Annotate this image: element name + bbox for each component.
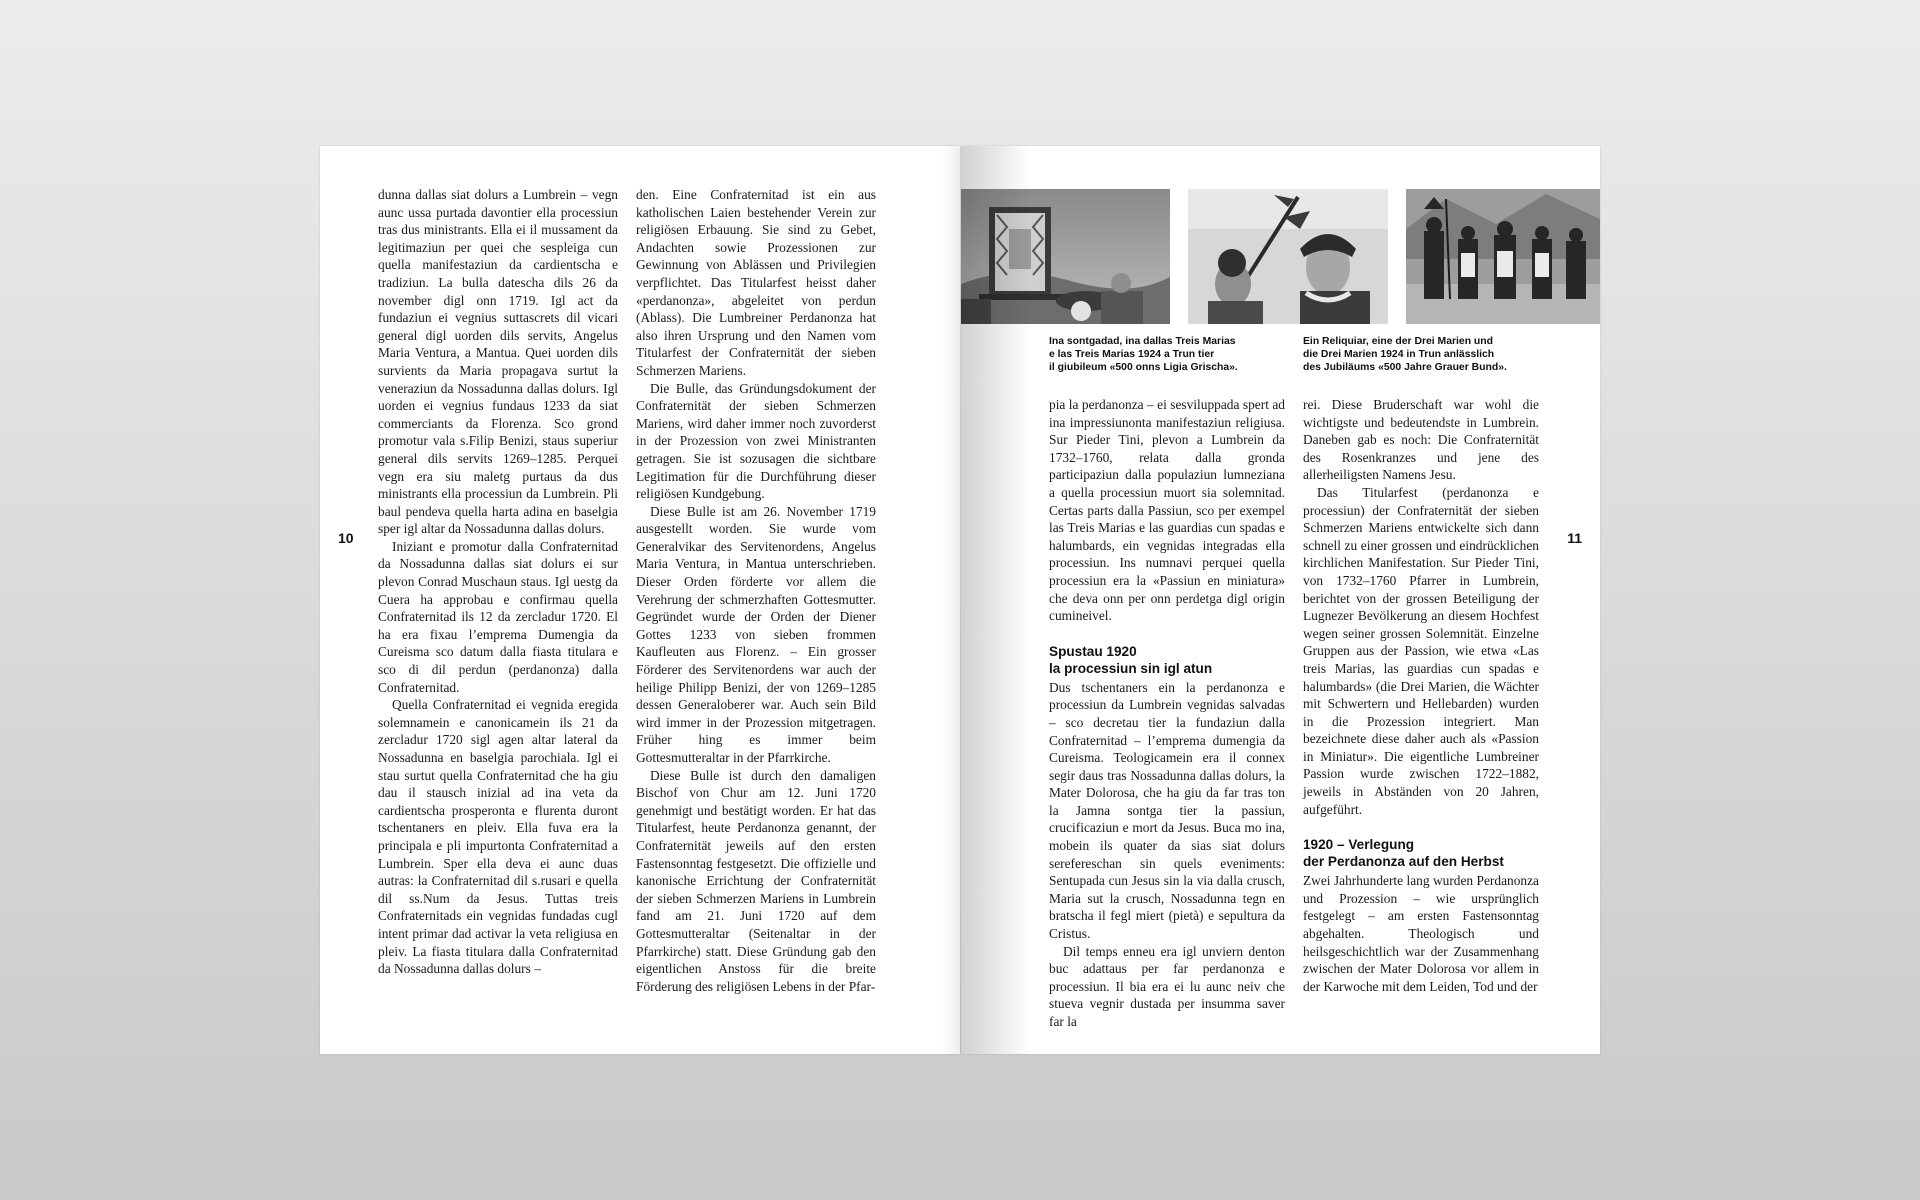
heading-line: der Perdanonza auf den Herbst bbox=[1303, 854, 1504, 870]
section-heading bbox=[1303, 836, 1539, 870]
paragraph: den. Eine Confraternitad ist ein aus katholischen Laien bestehender Verein zur religiösen Erbauung. Sie sind zu Gebet, Andachten sowie Prozessionen zur Gewinnung von Ablässen und Privilegien verpflichtet. Das Titularfest heisst daher «perdanonza», abgeleitet von perdun (Ablass). Die Lumbreiner Perdanonza hat also ihren Ursprung und den Namen vom Titularfest der Confraternität der sieben Schmerzen Mariens. bbox=[636, 187, 876, 378]
paragraph: Iniziant e promotur dalla Confraternitad da Nossadunna dallas siat dolurs ei sur plevon Conrad Muschaun staus. Igl uestg da Cuera ha approbau e confirmau quella Confraternitad ils 12 da zercladur 1720. El ha era fixau l’emprema Dumengia da Cureisma sco datum dalla fiasta titulara e sco di dil perdun (perdanonza) dalla Confraternitad. bbox=[378, 538, 618, 695]
page-number-left: 10 bbox=[338, 530, 354, 546]
right-column-1 bbox=[1049, 396, 1285, 1031]
left-column-1 bbox=[378, 186, 618, 978]
heading-line: 1920 – Verlegung bbox=[1303, 837, 1415, 853]
left-page bbox=[320, 146, 960, 1054]
paragraph: Dus tschentaners ein la perdanonza e processiun da Lumbrein vegnidas salvadas – sco decretau tier la fundaziun dalla Confraternitad – l’emprema dumengia da Cureisma. Teologicamein era il connex segir daus tras Nossadunna dallas dolurs, la Mater Dolorosa, che ha giu da far tras ton la Jamna sontga tier la passiun, crucificaziun e mort da Jesus. Buca mo ina, mobein ils quater da sias siat dolurs serefereschan sin quels eveniments: Sentupada cun Jesus sin la via dalla crusch, Maria sut la crusch, Nossadunna tegn en bratscha il fegl miert (pietà) e sepultura da Cristus. bbox=[1049, 679, 1285, 942]
right-page bbox=[961, 146, 1600, 1054]
caption-line: Ein Reliquiar, eine der Drei Marien und bbox=[1303, 336, 1493, 347]
book-spread bbox=[320, 146, 1600, 1054]
heading-line: la processiun sin igl atun bbox=[1049, 660, 1213, 676]
page-number-right: 11 bbox=[1567, 530, 1582, 546]
caption-line: Ina sontgadad, ina dallas Treis Marias bbox=[1049, 336, 1236, 347]
paragraph: Quella Confraternitad ei vegnida eregida solemnamein e canonicamein ils 21 da zercladur 1720 sigl agen altar lateral da Nossadunna en baselgia parochiala. Igl ei stau surtut quella Confraternitad che ha giu dau il stausch inizial ad ina veta da cardientscha prosperonta e flurenta duront tschentaners en pleiv. Ella fuva era la principala e pli impurtonta Confraternitad a Lumbrein. Sper ella deva ei aunc duas autras: la Confraternitad dil s.rusari e quella dil ss.Num da Jesus. Tuttas treis Confraternitads ein vegnidas fundadas cugl intent primar dad activar la veta religiusa en pleiv. La fiasta titulara dalla Confraternitad da Nossadunna dallas dolurs – bbox=[378, 697, 618, 977]
gutter-shadow bbox=[942, 146, 960, 1054]
three-marias-procession-photo bbox=[1406, 189, 1600, 324]
paragraph: Diese Bulle ist am 26. November 1719 ausgestellt worden. Sie wurde vom Generalvikar des Servitenordens, Angelus Maria Ventura, in Mantua unterschrieben. Dieser Orden förderte vor allem die Verehrung der schmerzhaften Gottesmutter. Gegründet wurde der Orden der Diener Gottes 1233 von sieben frommen Kaufleuten aus Florenz. – Ein grosser Förderer des Servitenordens war auch der heilige Philipp Benizi, der von 1269–1285 dessen Generaloberer war. Auch sein Bild wird immer in der Prozession mitgetragen. Früher hing es immer beim Gottesmutteraltar in der Pfarrkirche. bbox=[636, 503, 876, 765]
reliquary-procession-photo bbox=[961, 189, 1170, 324]
halberd-procession-photo bbox=[1188, 189, 1388, 324]
paragraph: rei. Diese Bruderschaft war wohl die wichtigste und bedeutendste in Lumbrein. Daneben gab es noch: Die Confraternität des Rosenkranzes und jene des allerheiligsten Namens Jesu. bbox=[1303, 397, 1539, 483]
caption-line: e las Treis Marias 1924 a Trun tier bbox=[1049, 348, 1215, 360]
paragraph: Diese Bulle ist durch den damaligen Bischof von Chur am 12. Juni 1720 genehmigt und bestätigt worden. Er hat das Titularfest, heute Perdanonza genannt, der Confraternität jeweils auf den ersten Fastensonntag festgesetzt. Die offizielle und kanonische Errichtung der Confraternität der sieben Schmerzen Mariens in Lumbrein fand am 21. Juni 1720 auf dem Gottesmutteraltar (Seitenaltar in der Pfarrkirche) statt. Diese Gründung gab den eigentlichen Anstoss für die breite Förderung des religiösen Lebens in der Pfar- bbox=[636, 767, 876, 994]
paragraph: Dil temps enneu era igl unviern denton buc adattaus per far perdanonza e processiun. Il bia era ei lu aunc neiv che stueva vegnir dustada per insumma saver far la bbox=[1049, 943, 1285, 1029]
left-column-2 bbox=[636, 186, 876, 995]
section-heading bbox=[1049, 643, 1285, 677]
caption-line: des Jubiläums «500 Jahre Grauer Bund». bbox=[1303, 361, 1507, 373]
paragraph: Die Bulle, das Gründungsdokument der Confraternität der sieben Schmerzen Mariens, wird daher immer noch zuvorderst in der Prozession von zwei Ministranten getragen. Sie ist sozusagen die sichtbare Legitimation für die Durchführung dieser religiösen Kundgebung. bbox=[636, 380, 876, 502]
photo-caption-german bbox=[1303, 336, 1533, 374]
paragraph: Das Titularfest (perdanonza e processiun) der Confraternität der sieben Schmerzen Mariens entwickelte sich dann schnell zu einer grossen und eindrücklichen kirchlichen Manifestation. Sur Pieder Tini, von 1732–1760 Pfarrer in Lumbrein, berichtet von der grossen Beteiligung der Lugnezer Bevölkerung an diesem Hochfest wegen seiner grossen Solemnität. Einzelne Gruppen aus der Passion, wie etwa «Las treis Marias, las guardias cun spadas e halumbards» (die Drei Marien, die Wächter mit Schwertern und Hellebarden) wurden in die Prozession integriert. Man bezeichnete diese daher auch als «Passion in Miniatur». Die eigentliche Lumbreiner Passion wurde zwischen 1722–1882, jeweils in Abständen von 20 Jahren, aufgeführt. bbox=[1303, 484, 1539, 817]
right-column-2 bbox=[1303, 396, 1539, 995]
caption-line: il giubileum «500 onns Ligia Grischa». bbox=[1049, 361, 1238, 373]
paragraph: dunna dallas siat dolurs a Lumbrein – vegn aunc ussa purtada davontier ella processiun tras dus ministrants. Ella ei il mussament da legitimaziun per quei che sespleiga cun quella manifestaziun da cardientscha e tradiziun. La bulla datescha dils 26 da november digl onn 1719. Igl act da fundaziun ei vegnius suttascrets dil vicari general digl uorden dils servits, Angelus Maria Ventura, a Mantua. Quei uorden dils survients da Maria propagava surtut la veneraziun da Nossadunna dallas dolurs. Igl uorden ei vegnius fundaus 1233 da siat commerciants da Florenza. Sco grond promotur vala s.Filip Benizi, staus superiur general dils servits 1269–1285. Perquei vegn era siu maletg purtaus da dus ministrants ella processiun da Lumbrein. Pli baul pendeva quella harta adina en baselgia sper igl altar da Nossadunna dallas dolurs. bbox=[378, 187, 618, 537]
heading-line: Spustau 1920 bbox=[1049, 643, 1137, 659]
photo-caption-romansh bbox=[1049, 336, 1279, 374]
paragraph: Zwei Jahrhunderte lang wurden Perdanonza und Prozession – wie ursprünglich festgelegt – am ersten Fastensonntag abgehalten. Theologisch und heilsgeschichtlich war der Zusammenhang zwischen der Mater Dolorosa vor allem in der Karwoche mit dem Leiden, Tod und der bbox=[1303, 873, 1539, 994]
caption-line: die Drei Marien 1924 in Trun anlässlich bbox=[1303, 348, 1495, 360]
paragraph: pia la perdanonza – ei sesviluppada spert ad ina impressiunonta manifestaziun religiusa. Sur Pieder Tini, plevon a Lumbrein da 1732–1760, relata dalla gronda participaziun dalla populaziun lumneziana a quella processiun muort sia solemnitad. Certas parts dalla Passiun, sco per exempel las Treis Marias e las guardias cun spadas e halumbards, ein vegnidas integradas ella processiun. Ins numnavi perquei quella processiun era la «Passiun en miniatura» che deva onn per onn perdetga digl origin cumineivel. bbox=[1049, 397, 1285, 624]
